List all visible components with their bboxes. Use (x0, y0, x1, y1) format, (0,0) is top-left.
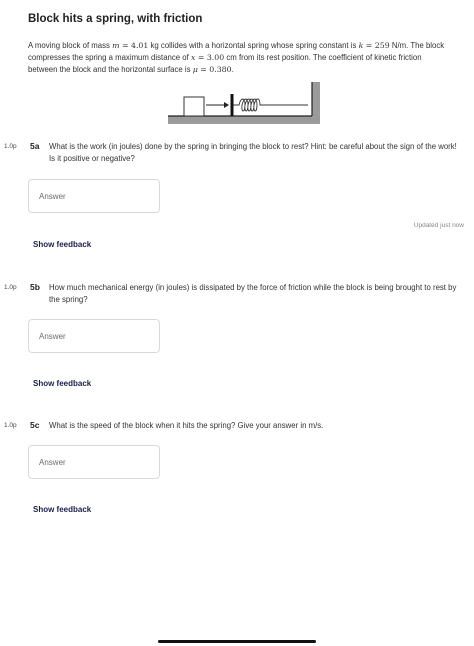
home-indicator[interactable] (158, 640, 316, 643)
question-text: What is the speed of the block when it hits the spring? Give your answer in m/s. (49, 421, 324, 430)
problem-title: Block hits a spring, with friction (28, 13, 203, 25)
answer-input-5b[interactable] (37, 320, 161, 352)
problem-statement: A moving block of mass m = 4.01 kg collides with a horizontal spring whose spring constant is k = 259 N/m. The block compresses the spring a maximum distance of x = 3.00 cm from its rest position. The coefficient of kinetic friction between the block and the horizontal surface is μ = 0.380. (28, 41, 445, 74)
block (184, 97, 204, 116)
question-points: 1.0p (4, 422, 17, 429)
arrow-right-icon (206, 102, 229, 108)
question-number: 5c (30, 420, 40, 430)
question-points: 1.0p (4, 143, 17, 150)
question-number: 5a (30, 141, 40, 151)
show-feedback-link-5b[interactable]: Show feedback (33, 379, 92, 388)
answer-field-5c[interactable] (28, 445, 160, 479)
answer-field-5b[interactable] (28, 319, 160, 353)
question-text: How much mechanical energy (in joules) is dissipated by the force of friction while the block is being brought to rest by the spring? (49, 283, 457, 304)
block-spring-diagram (166, 80, 328, 130)
answer-field-5a[interactable] (28, 179, 160, 213)
spring (233, 99, 308, 111)
question-text: What is the work (in joules) done by the spring in bringing the block to rest? Hint: be careful about the sign of the work! Is it positive or negative? (49, 142, 457, 163)
answer-input-5a[interactable] (37, 180, 161, 212)
question-points: 1.0p (4, 284, 17, 291)
save-status: Updated just now (413, 222, 464, 229)
answer-input-5c[interactable] (37, 446, 161, 478)
show-feedback-link-5a[interactable]: Show feedback (33, 240, 92, 249)
question-number: 5b (30, 282, 40, 292)
show-feedback-link-5c[interactable]: Show feedback (33, 505, 92, 514)
